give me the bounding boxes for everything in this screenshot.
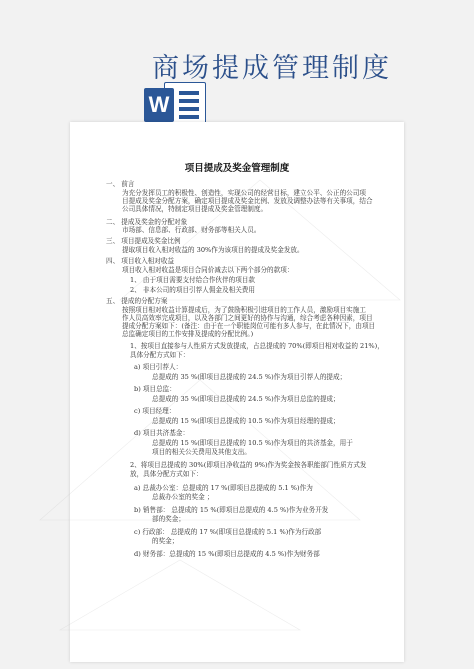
document-line: 项目收入相对收益是项目合同价减去以下两个部分的款项： [122,266,294,274]
document-line: 按照项目相对收益计算提成后，为了鼓励积极引进项目的工作人员，激励项目实施工 [122,306,366,314]
document-line: 提成分配方案如下：(备注：由于在一个职能岗位可能有多人参与，在此情况下，由项目 [122,322,376,330]
document-line: 公司具体情况，特制定项目提成及奖金管理制度。 [122,205,268,213]
document-line: 三、 项目提成及奖金比例 [106,237,181,245]
document-line: d) 财务部：总提成的 15 %(即项目总提成的 4.5 %)作为财务部 [134,550,320,558]
document-line: 二、 提成及奖金的分配对象 [106,218,188,226]
document-line: d) 项目共济基金： [134,429,190,437]
document-line: 五、 提成的分配方案 [106,297,168,305]
word-letter-icon: W [144,88,174,122]
document-line: 项目的相关公关费用及其他支出。 [152,448,251,456]
document-line: c) 项目经理： [134,407,176,415]
document-banner [0,0,474,117]
document-line: b) 销售部： 总提成的 15 %(即项目总提成的 4.5 %)作为业务开发 [134,506,329,514]
document-line: 目提成及奖金分配方案，确定项目提成及奖金比例、发放及调整办法等有关事项，结合 [122,197,373,205]
document-line: a) 总裁办公室：总提成的 17 %(即项目总提成的 5.1 %)作为 [134,484,313,492]
document-line: 的奖金； [152,537,179,545]
document-line: 作人员高效率完成项目，以及各部门之间更好的协作与沟通，综合考虑各种因素，项目 [122,314,373,322]
document-title: 项目提成及奖金管理制度 [184,163,290,174]
document-line: 一、 前言 [106,180,135,188]
document-line: 总提成的 15 %(即项目总提成的 10.5 %)作为项目的共济基金，用于 [152,439,353,447]
document-line: 总提成的 35 %(即项目总提成的 24.5 %)作为项目引荐人的提成； [152,373,347,381]
word-doc-icon [72,40,170,117]
document-line: 1、 由于项目需要支付给合作伙伴的项目款 [130,276,255,284]
document-page [70,122,404,662]
document-line: 2、 非本公司的项目引荐人佣金及相关费用 [130,286,255,294]
document-line: c) 行政部： 总提成的 17 %(即项目总提成的 5.1 %)作为行政部 [134,528,322,536]
document-line: 具体分配方式如下： [130,351,190,359]
document-line: 市场部、信息部、行政部、财务部等相关人员。 [122,226,261,234]
document-line: 提取项目收入相对收益的 30%作为该项目的提成及奖金发放。 [122,246,304,254]
document-line: 总提成的 35 %(即项目总提成的 24.5 %)作为项目总监的提成； [152,395,340,403]
document-line: b) 项目总监： [134,385,176,393]
document-line: 部的奖金； [152,515,185,523]
document-line: a) 项目引荐人： [134,363,183,371]
document-line: 2、将项目总提成的 30%(即项目净收益的 9%)作为奖金按各职能部门性质方式发 [130,461,367,469]
document-line: 为充分发挥员工的积极性、创造性，实现公司的经营目标，建立公平、公正的公司项 [122,189,366,197]
document-line: 放，具体分配方式如下： [130,470,203,478]
document-line: 总监确定项目的工作安排及提成的分配比例。) [122,330,254,338]
document-line: 总裁办公室的奖金 ； [152,493,214,501]
document-line: 1、按项目直接参与人性质方式发放提成，占总提成的 70%(即项目相对收益的 21%)， [130,342,384,350]
banner-title: 商场提成管理制度 [152,53,392,84]
document-line: 四、 项目收入相对收益 [106,257,175,265]
document-line: 总提成的 15 %(即项目总提成的 10.5 %)作为项目经理的提成； [152,417,340,425]
